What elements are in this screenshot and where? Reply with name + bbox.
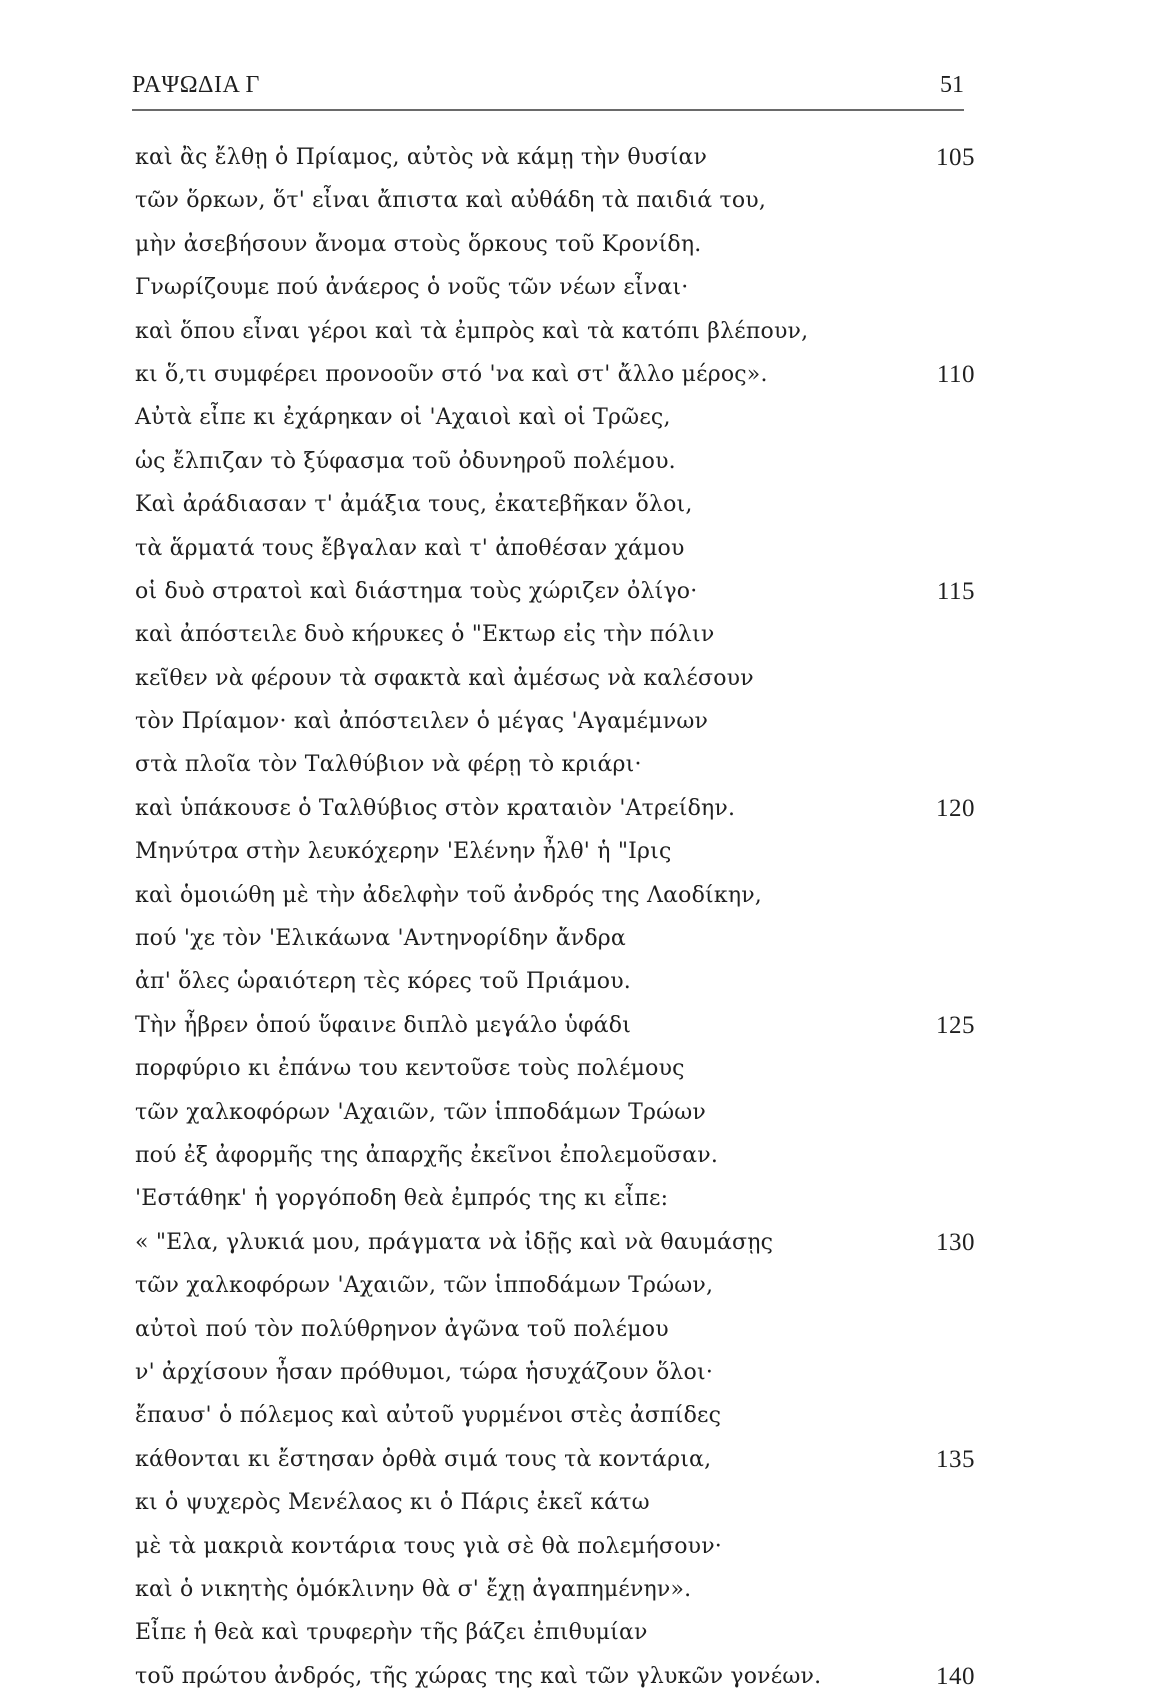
- verse-text: « "Ελα, γλυκιά μου, πράγματα νὰ ἰδῇς καὶ νὰ θαυμάσῃς: [135, 1229, 774, 1255]
- verse-text: ἀπ' ὅλες ὡραιότερη τὲς κόρες τοῦ Πριάμου.: [135, 969, 631, 995]
- verse-line: [135, 1047, 975, 1090]
- verse-text: πορφύριο κι ἐπάνω του κεντοῦσε τοὺς πολέμους: [135, 1056, 685, 1082]
- verse-text: πού ἐξ ἀφορμῆς της ἀπαρχῆς ἐκεῖνοι ἐπολεμοῦσαν.: [135, 1142, 719, 1168]
- verse-line: [135, 1004, 975, 1047]
- verse-line: [135, 1221, 975, 1264]
- line-number: 135: [936, 1445, 975, 1473]
- verse-text: Εἶπε ἡ θεὰ καὶ τρυφερὴν τῆς βάζει ἐπιθυμίαν: [135, 1620, 648, 1646]
- verse-line: [135, 1525, 975, 1568]
- verse-text: καὶ ἀπόστειλε δυὸ κήρυκες ὁ "Εκτωρ εἰς τὴν πόλιν: [135, 622, 715, 648]
- verse-text: τὸν Πρίαμον· καὶ ἀπόστειλεν ὁ μέγας 'Αγαμέμνων: [135, 709, 709, 735]
- verse-line: [135, 570, 975, 613]
- verse-line: [135, 787, 975, 830]
- verse-text: τῶν χαλκοφόρων 'Αχαιῶν, τῶν ἱπποδάμων Τρώων: [135, 1099, 706, 1125]
- verse-text: οἱ δυὸ στρατοὶ καὶ διάστημα τοὺς χώριζεν ὀλίγο·: [135, 578, 698, 604]
- verse-text: 'Εστάθηκ' ἡ γοργόποδη θεὰ ἐμπρός της κι εἶπε:: [135, 1186, 669, 1212]
- verse-line: [135, 527, 975, 570]
- line-number: 140: [936, 1662, 975, 1690]
- verse-line: [135, 700, 975, 743]
- verse-line: [135, 613, 975, 656]
- verse-line: [135, 657, 975, 700]
- verse-text: ν' ἀρχίσουν ἦσαν πρόθυμοι, τώρα ἡσυχάζουν ὅλοι·: [135, 1359, 714, 1385]
- verse-text: αὐτοὶ πού τὸν πολύθρηνον ἀγῶνα τοῦ πολέμου: [135, 1316, 669, 1342]
- verse-line: [135, 483, 975, 526]
- verse-line: [135, 1134, 975, 1177]
- verse-text: Αὐτὰ εἶπε κι ἐχάρηκαν οἱ 'Αχαιοὶ καὶ οἱ Τρῶες,: [135, 405, 671, 431]
- verse-line: [135, 1481, 975, 1524]
- verse-line: [135, 440, 975, 483]
- verse-text: Μηνύτρα στὴν λευκόχερην 'Ελένην ἦλθ' ἡ "Ιρις: [135, 839, 672, 865]
- verse-text: κι ὅ,τι συμφέρει προνοοῦν στό 'να καὶ στ' ἄλλο μέρος».: [135, 361, 768, 387]
- line-number: 110: [936, 360, 975, 388]
- verse-line: [135, 1655, 975, 1698]
- verse-text: ὡς ἔλπιζαν τὸ ξύφασμα τοῦ ὀδυνηροῦ πολέμου.: [135, 448, 676, 474]
- line-number: 105: [936, 144, 975, 171]
- verse-text: τὰ ἅρματά τους ἔβγαλαν καὶ τ' ἀποθέσαν χάμου: [135, 535, 685, 561]
- line-number: 125: [936, 1011, 975, 1039]
- verse-text: Γνωρίζουμε πού ἀνάερος ὁ νοῦς τῶν νέων εἶναι·: [135, 275, 689, 301]
- verse-line: [135, 960, 975, 1003]
- verse-text: καὶ ὁμοιώθη μὲ τὴν ἀδελφὴν τοῦ ἀνδρός της Λαοδίκην,: [135, 882, 762, 908]
- verse-text: καὶ ὅπου εἶναι γέροι καὶ τὰ ἐμπρὸς καὶ τὰ κατόπι βλέπουν,: [135, 318, 809, 344]
- verse-line: [135, 1351, 975, 1394]
- verse-text: τοῦ πρώτου ἀνδρός, τῆς χώρας της καὶ τῶν γλυκῶν γονέων.: [135, 1663, 822, 1689]
- verse-text: κεῖθεν νὰ φέρουν τὰ σφακτὰ καὶ ἀμέσως νὰ καλέσουν: [135, 665, 754, 691]
- line-number: 115: [936, 577, 975, 605]
- verse-text: πού 'χε τὸν 'Ελικάωνα 'Αντηνορίδην ἄνδρα: [135, 926, 626, 952]
- verse-text: Τὴν ἦβρεν ὁπού ὕφαινε διπλὸ μεγάλο ὑφάδι: [135, 1012, 632, 1038]
- verse-text: στὰ πλοῖα τὸν Ταλθύβιον νὰ φέρῃ τὸ κριάρι·: [135, 752, 642, 778]
- verse-text: καὶ ἂς ἔλθῃ ὁ Πρίαμος, αὐτὸς νὰ κάμῃ τὴν θυσίαν: [135, 145, 708, 170]
- verse-text: ἔπαυσ' ὁ πόλεμος καὶ αὐτοῦ γυρμένοι στὲς ἀσπίδες: [135, 1403, 722, 1429]
- verse-line: [135, 353, 975, 396]
- verse-text: τῶν χαλκοφόρων 'Αχαιῶν, τῶν ἱπποδάμων Τρώων,: [135, 1273, 714, 1299]
- verse-line: [135, 1438, 975, 1481]
- verse-line: [135, 1568, 975, 1611]
- verse-text: τῶν ὅρκων, ὅτ' εἶναι ἄπιστα καὶ αὐθάδη τὰ παιδιά του,: [135, 188, 767, 214]
- verse-line: [135, 179, 975, 222]
- verse-line: [135, 917, 975, 960]
- verse-line: [135, 743, 975, 786]
- page-header: [132, 72, 964, 108]
- verse-line: [135, 223, 975, 266]
- line-number: 130: [936, 1228, 975, 1256]
- verse-text: μὲ τὰ μακριὰ κοντάρια τους γιὰ σὲ θὰ πολεμήσουν·: [135, 1533, 723, 1559]
- verse-text: κι ὁ ψυχερὸς Μενέλαος κι ὁ Πάρις ἐκεῖ κάτω: [135, 1490, 650, 1516]
- line-number: 120: [936, 794, 975, 822]
- verse-line: [135, 1611, 975, 1654]
- verse-line: [135, 1264, 975, 1307]
- verse-line: [135, 310, 975, 353]
- verse-line: [135, 1177, 975, 1220]
- verse-text: καὶ ὁ νικητὴς ὁμόκλινην θὰ σ' ἔχῃ ἀγαπημένην».: [135, 1576, 692, 1602]
- verse-text: Καὶ ἀράδιασαν τ' ἀμάξια τους, ἐκατεβῆκαν ὅλοι,: [135, 492, 693, 518]
- verse-line: [135, 1394, 975, 1437]
- verse-text: κάθονται κι ἔστησαν ὀρθὰ σιμά τους τὰ κοντάρια,: [135, 1446, 712, 1472]
- verse-line: [135, 1091, 975, 1134]
- verse-line: [135, 266, 975, 309]
- verse-text: καὶ ὑπάκουσε ὁ Ταλθύβιος στὸν κραταιὸν 'Ατρείδην.: [135, 795, 736, 821]
- verse-text: μὴν ἀσεβήσουν ἄνομα στοὺς ὅρκους τοῦ Κρονίδη.: [135, 231, 702, 257]
- verse-line: [135, 874, 975, 917]
- page-number: 51: [940, 72, 964, 98]
- running-head: ΡΑΨΩΔΙΑ Γ: [132, 72, 260, 98]
- verse-line: [135, 830, 975, 873]
- verse-block: [135, 136, 975, 1698]
- verse-line: [135, 1308, 975, 1351]
- verse-line: [135, 136, 975, 179]
- verse-line: [135, 396, 975, 439]
- header-rule: [132, 109, 964, 111]
